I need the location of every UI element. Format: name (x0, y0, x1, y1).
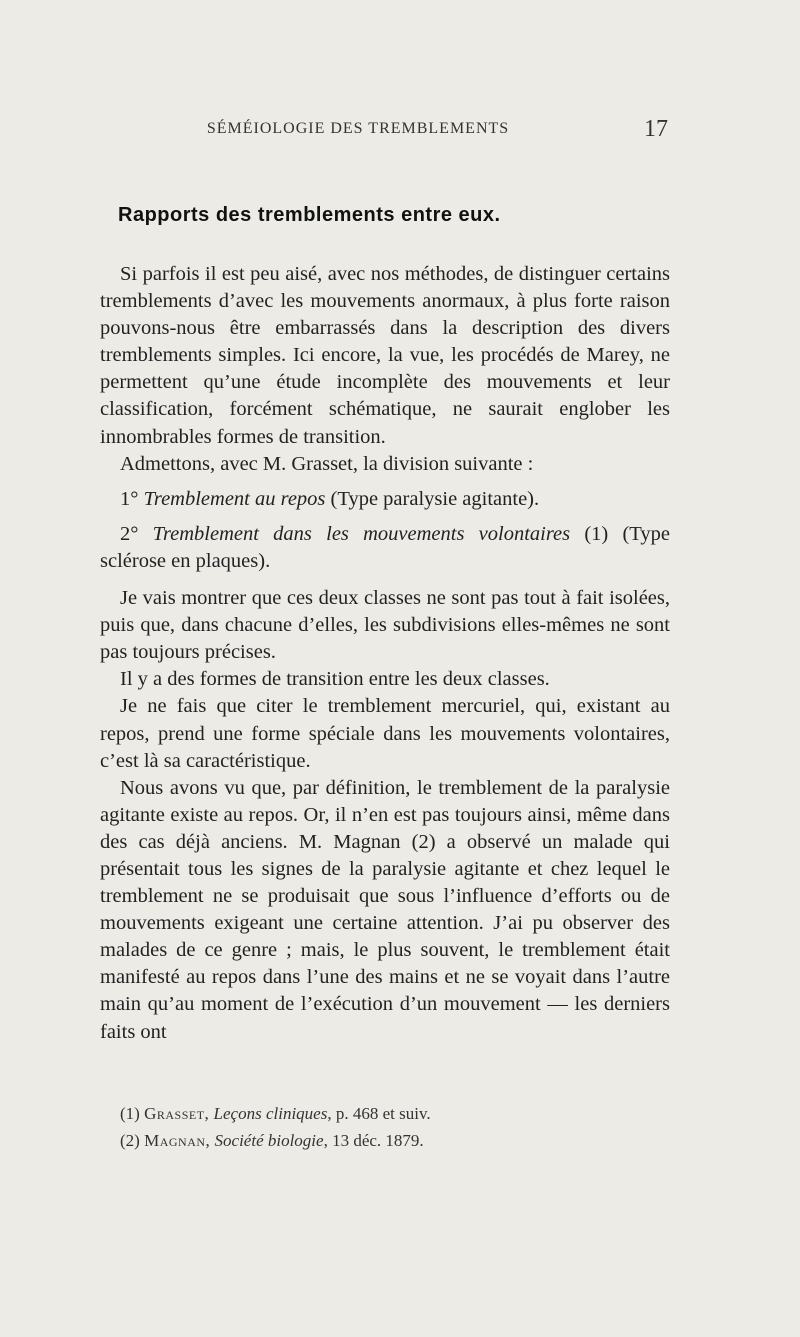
footnote (120, 1100, 431, 1127)
footnotes (120, 1100, 431, 1154)
running-title: SÉMÉIOLOGIE DES TREMBLEMENTS (206, 120, 510, 137)
paragraph: Admettons, avec M. Grasset, la division suivante : (120, 452, 534, 475)
list-number: 2° (120, 522, 139, 545)
list-title: Tremblement au repos (143, 487, 326, 510)
list-title: Tremblement dans les mouvements volontaires (152, 522, 571, 545)
footnote-author: Grasset, (144, 1104, 210, 1123)
paragraph: Je ne fais que citer le tremblement mercuriel, qui, existant au repos, prend une forme spéciale dans les mouvements volontaires, c’est là sa caractéristique. (100, 695, 670, 772)
footnote-author: Magnan, (144, 1131, 211, 1150)
footnote-mark: (2) (120, 1131, 140, 1150)
paragraph: Nous avons vu que, par définition, le tremblement de la paralysie agitante existe au repos. Or, il n’en est pas toujours ainsi, même dans des cas déjà anciens. M. Magnan (2) a observé un malade qui présentait tous les signes de la paralysie agitante et chez lequel le tremblement ne se produisait que sous l’influence d’efforts ou de mouvements exigeant une certaine attention. J’ai pu observer des malades de ce genre ; mais, le plus souvent, le tremblement était manifesté au repos dans l’une des mains et ne se voyait dans l’autre main qu’au moment de l’exécution d’un mouvement — les derniers faits ont (100, 776, 670, 1043)
section-title: Rapports des tremblements entre eux. (118, 204, 501, 226)
body-text (100, 261, 670, 1046)
footnote-work: Société biologie (214, 1131, 324, 1150)
footnote-rest: , p. 468 et suiv. (327, 1104, 431, 1123)
paragraph: Si parfois il est peu aisé, avec nos méthodes, de distinguer certains tremblements d’avec les mouvements anormaux, à plus forte raison pouvons-nous être embarrassés dans la description des divers tremblements simples. Ici encore, la vue, les procédés de Marey, ne permettent qu’une étude incomplète des mouvements et leur classification, forcément schématique, ne saurait englober les innombrables formes de transition. (100, 263, 670, 448)
footnote-rest: , 13 déc. 1879. (323, 1131, 424, 1150)
list-detail: (1) (Type sclérose en plaques). (100, 522, 670, 572)
paragraph: Je vais montrer que ces deux classes ne sont pas tout à fait isolées, puis que, dans chacune d’elles, les subdivisions elles-mêmes ne sont pas toujours précises. (100, 587, 670, 664)
list-detail: (Type paralysie agitante). (330, 487, 540, 510)
footnote-mark: (1) (120, 1104, 140, 1123)
paragraph: Il y a des formes de transition entre les deux classes. (120, 668, 550, 691)
list-item (100, 486, 670, 513)
list-item (100, 521, 670, 575)
list-number: 1° (120, 487, 139, 510)
footnote-work: Leçons cliniques (213, 1104, 328, 1123)
footnote (120, 1127, 431, 1154)
page-header (108, 116, 668, 146)
page-number: 17 (644, 116, 668, 142)
